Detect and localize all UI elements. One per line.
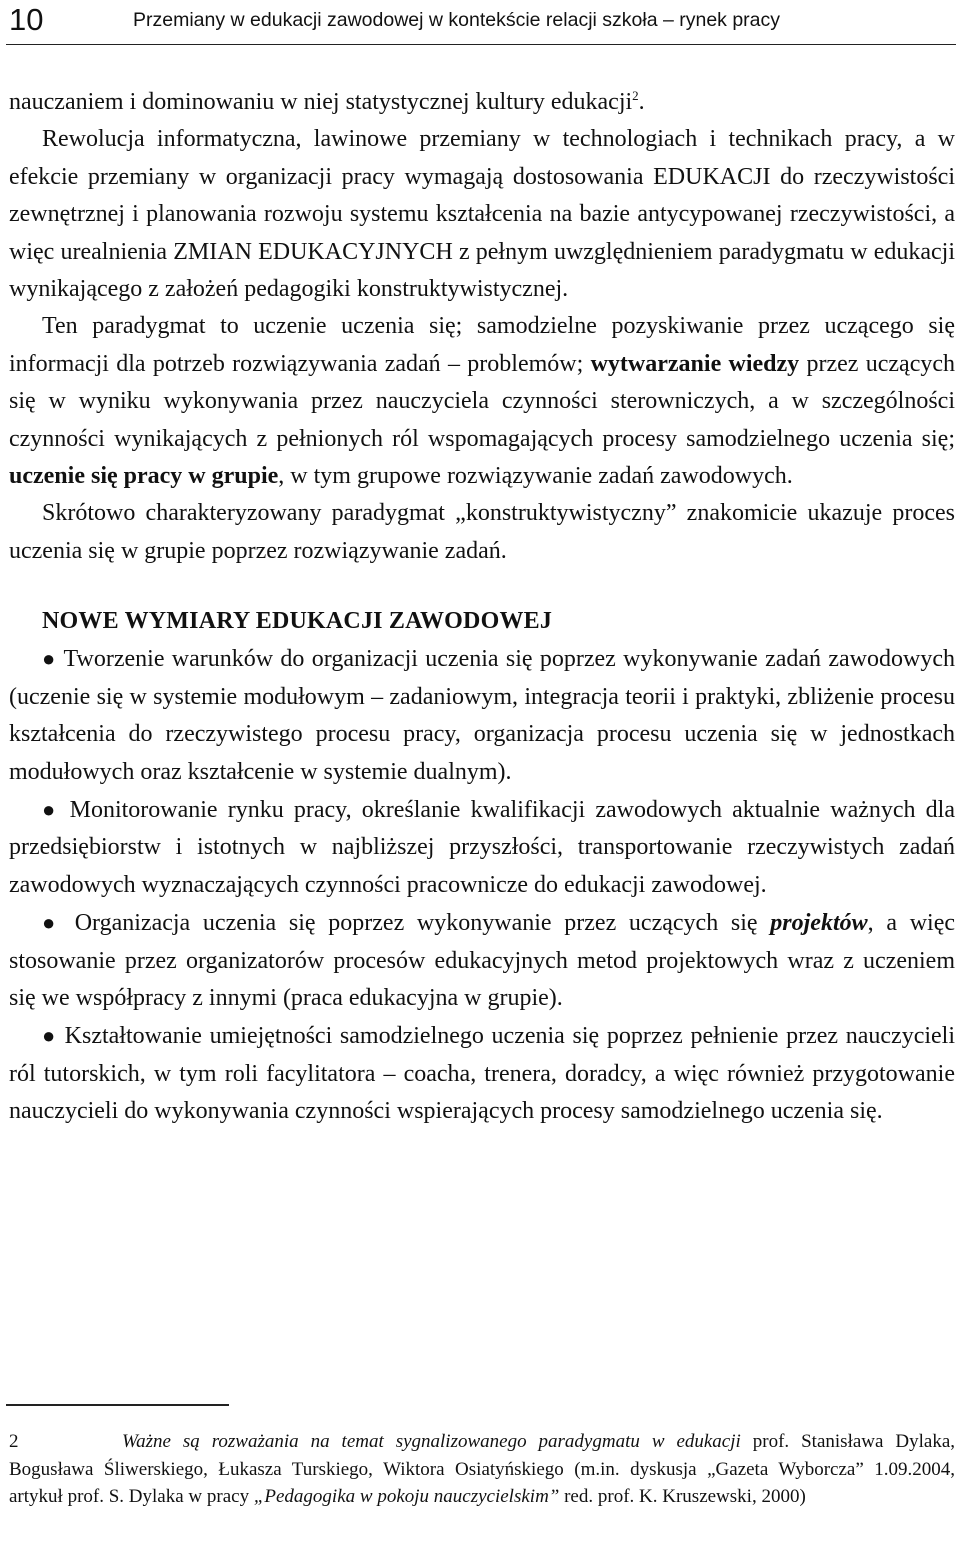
paragraph-1-end: .	[638, 89, 645, 115]
footnote-rule	[6, 1404, 229, 1406]
footnote-2	[9, 1428, 955, 1511]
paragraph-3	[9, 308, 955, 495]
running-title: Przemiany w edukacji zawodowej w kontekście relacji szkoła – rynek pracy	[133, 9, 781, 31]
header-rule	[6, 44, 956, 45]
section-heading: NOWE WYMIARY EDUKACJI ZAWODOWEJ	[42, 608, 553, 635]
paragraph-4: Skrótowo charakteryzowany paradygmat „konstruktywistyczny” znakomicie ukazuje proces uczenia się w grupie poprzez rozwiązywanie zadań.	[9, 500, 955, 564]
bullet-item-1	[9, 640, 955, 791]
paragraph-continuation	[9, 84, 955, 121]
bullet-dot-icon: ●	[42, 1023, 57, 1049]
bullet-item-4	[9, 1017, 955, 1130]
bullet-dot-icon: ●	[42, 646, 57, 672]
page-header	[0, 0, 960, 46]
footnote-ref-2[interactable]: 2	[632, 88, 639, 103]
bullet-4-text: Kształtowanie umiejętności samodzielnego uczenia się poprzez pełnienie przez nauczycieli ról tutorskich, w tym roli facylitatora – coacha, trenera, doradcy, a więc również przygotowanie nauczycieli do wykonywania czynności wspierających procesy samodzielnego uczenia się.	[9, 1023, 956, 1125]
paragraph-3-part-e: , w tym grupowe rozwiązywanie zadań zawodowych.	[278, 463, 793, 490]
paragraph-2: Rewolucja informatyczna, lawinowe przemiany w technologiach i technikach pracy, a w efekcie przemiany w organizacji pracy wymagają dostosowania EDUKACJI do rzeczywistości zewnętrznej i planowania rozwoju systemu kształcenia na bazie antycypowanej rzeczywistości, a więc urealnienia ZMIAN EDUKACYJNYCH z pełnym uwzględnieniem paradygmatu w edukacji wynikającego z założeń pedagogiki konstruktywistycznej.	[9, 126, 955, 303]
footnote	[9, 1428, 955, 1511]
bullet-2-text: Monitorowanie rynku pracy, określanie kwalifikacji zawodowych aktualnie ważnych dla przedsiębiorstw i istotnych w najbliższej przyszłości, transportowanie rzeczywistych zadań zawodowych wyznaczających czynności pracownicze do edukacji zawodowej.	[9, 796, 955, 898]
bullet-item-3	[9, 904, 955, 1017]
bullet-3-part-c: , a więc stosowanie przez organizatorów procesów edukacyjnych metod projektowych wraz z uczeniem się we współpracy z innymi (praca edukacyjna w grupie).	[9, 910, 955, 1011]
bullet-1-text: Tworzenie warunków do organizacji uczenia się poprzez wykonywanie zadań zawodowych (uczenie się w systemie modułowym – zadaniowym, integracja teorii i praktyki, zbliżenie procesu kształcenia do rzeczywistego procesu pracy, organizacja procesu uczenia się w jednostkach modułowych oraz kształcenie w systemie dualnym).	[9, 646, 955, 785]
bullet-dot-icon: ●	[42, 910, 62, 936]
emphasis-knowledge-creation: wytwarzanie wiedzy	[590, 350, 800, 377]
bullet-3-part-a: Organizacja uczenia się poprzez wykonywanie przez uczących się	[74, 910, 771, 937]
main-text	[9, 84, 955, 1131]
footnote-text-2: red. prof. K. Kruszewski, 2000)	[559, 1486, 806, 1507]
footnote-number: 2	[9, 1431, 19, 1452]
footnote-italic-intro: Ważne są rozważania na temat sygnalizowanego paradygmatu w edukacji	[122, 1431, 741, 1452]
paragraph-3-part-c: przez uczących się w wyniku wykonywania przez nauczyciela czynności sterowniczych, a w szczególności czynności wynikających z pełnionych ról wspomagających procesy samodzielnego uczenia się;	[9, 350, 956, 452]
emphasis-group-learning: uczenie się pracy w grupie	[9, 463, 279, 490]
emphasis-projects: projektów	[770, 910, 868, 937]
paragraph-3-part-a: Ten paradygmat to uczenie uczenia się; samodzielne pozyskiwanie przez uczącego się informacji dla potrzeb rozwiązywania zadań – problemów;	[9, 313, 955, 377]
bullet-item-2	[9, 791, 955, 904]
footnote-text-1: prof. Stanisława Dylaka, Bogusława Śliwerskiego, Łukasza Turskiego, Wiktora Osiatyńskiego (m.in. dyskusja „Gazeta Wyborcza” 1.09.2004, artykuł prof. S. Dylaka w pracy	[9, 1431, 956, 1507]
bullet-dot-icon: ●	[42, 796, 60, 822]
page-number: 10	[9, 2, 44, 37]
footnote-book-title: „Pedagogika w pokoju nauczycielskim”	[253, 1486, 560, 1507]
paragraph-1-text: nauczaniem i dominowaniu w niej statystycznej kultury edukacji	[9, 89, 633, 115]
